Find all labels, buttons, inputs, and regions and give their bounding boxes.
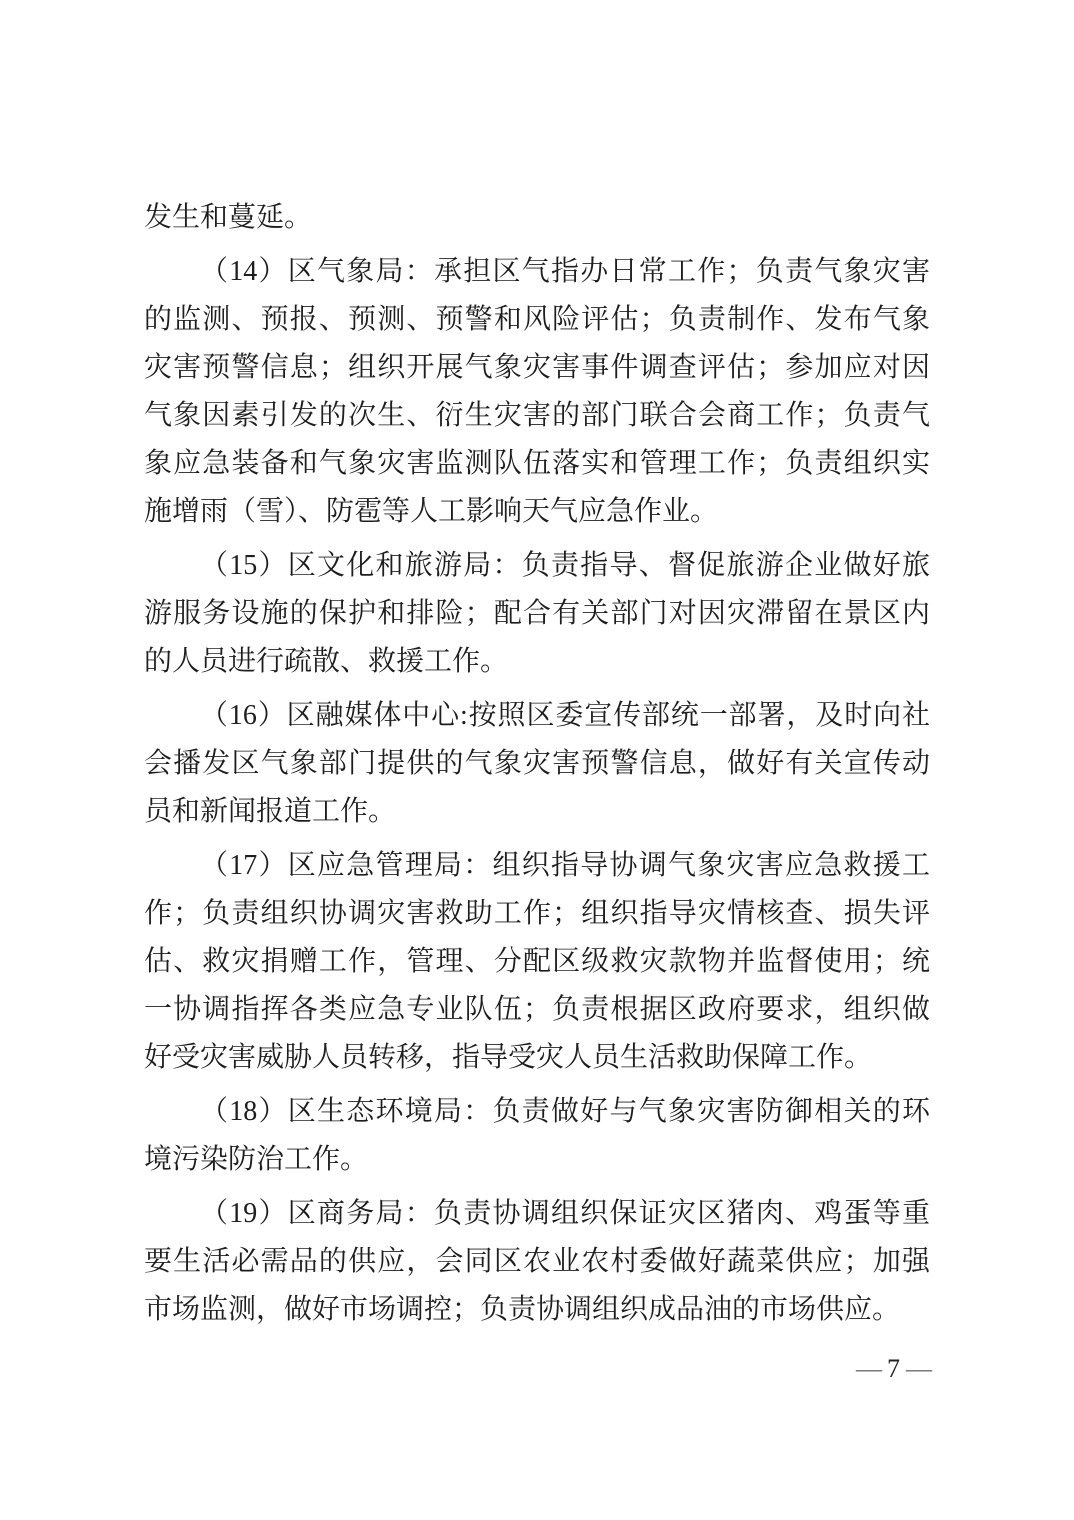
paragraph xyxy=(144,248,930,536)
page-number-dash-left: — xyxy=(856,1354,881,1383)
text-line: 游服务设施的保护和排险；配合有关部门对因灾滞留在景区内 xyxy=(144,598,930,629)
text-line: （19）区商务局：负责协调组织保证灾区猪肉、鸡蛋等重 xyxy=(200,1198,930,1229)
text-line: 一协调指挥各类应急专业队伍；负责根据区政府要求，组织做 xyxy=(144,994,930,1025)
text-line: 境污染防治工作。 xyxy=(144,1144,369,1175)
text-line: 气象因素引发的次生、衍生灾害的部门联合会商工作；负责气 xyxy=(144,400,930,431)
text-line: 市场监测，做好市场调控；负责协调组织成品油的市场供应。 xyxy=(144,1294,901,1325)
paragraph xyxy=(144,194,930,242)
text-line: （18）区生态环境局：负责做好与气象灾害防御相关的环 xyxy=(200,1096,930,1127)
document-body xyxy=(144,194,930,1334)
page-number xyxy=(856,1354,931,1384)
paragraph xyxy=(144,1190,930,1334)
text-line: 施增雨（雪）、防雹等人工影响天气应急作业。 xyxy=(144,496,719,527)
paragraph xyxy=(144,1088,930,1184)
text-line: 发生和蔓延。 xyxy=(144,202,313,233)
paragraph xyxy=(144,842,930,1082)
page-number-dash-right: — xyxy=(906,1354,931,1383)
paragraph xyxy=(144,692,930,836)
page-number-value: 7 xyxy=(887,1354,900,1383)
text-line: （17）区应急管理局：组织指导协调气象灾害应急救援工 xyxy=(200,850,930,881)
text-line: （14）区气象局：承担区气指办日常工作；负责气象灾害 xyxy=(200,256,930,287)
text-line: 好受灾害威胁人员转移，指导受灾人员生活救助保障工作。 xyxy=(144,1042,873,1073)
text-line: 要生活必需品的供应，会同区农业农村委做好蔬菜供应；加强 xyxy=(144,1246,930,1277)
text-line: （15）区文化和旅游局：负责指导、督促旅游企业做好旅 xyxy=(200,550,930,581)
paragraph xyxy=(144,542,930,686)
text-line: （16）区融媒体中心:按照区委宣传部统一部署，及时向社 xyxy=(200,700,930,731)
text-line: 估、救灾捐赠工作，管理、分配区级救灾款物并监督使用；统 xyxy=(144,946,930,977)
text-line: 作；负责组织协调灾害救助工作；组织指导灾情核查、损失评 xyxy=(144,898,930,929)
text-line: 灾害预警信息；组织开展气象灾害事件调查评估；参加应对因 xyxy=(144,352,930,383)
text-line: 员和新闻报道工作。 xyxy=(144,796,397,827)
text-line: 象应急装备和气象灾害监测队伍落实和管理工作；负责组织实 xyxy=(144,448,930,479)
text-line: 的人员进行疏散、救援工作。 xyxy=(144,646,509,677)
text-line: 会播发区气象部门提供的气象灾害预警信息，做好有关宣传动 xyxy=(144,748,930,779)
text-line: 的监测、预报、预测、预警和风险评估；负责制作、发布气象 xyxy=(144,304,930,335)
